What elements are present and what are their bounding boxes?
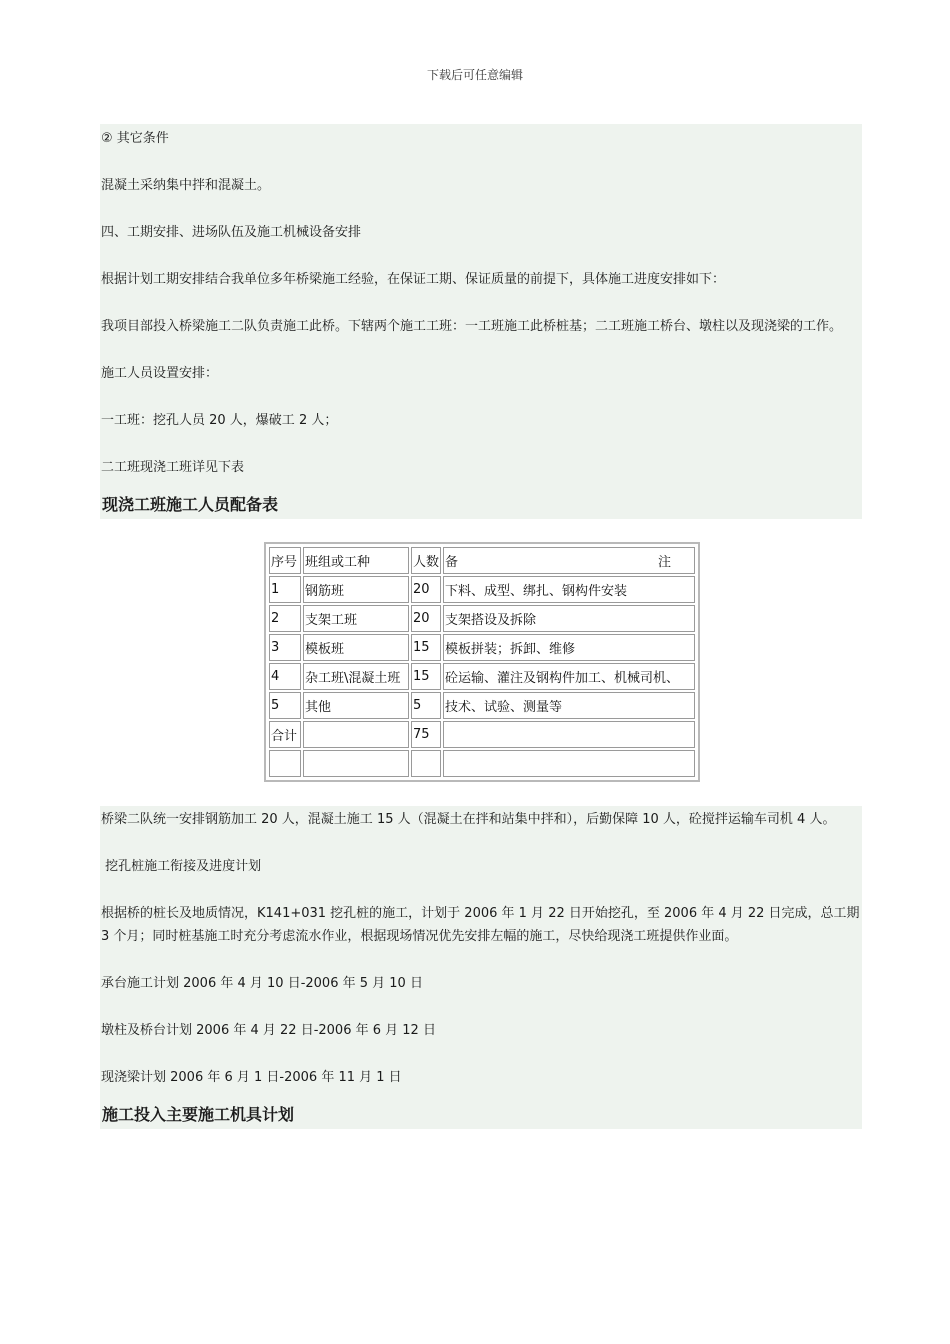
cell-empty — [443, 750, 695, 777]
cell-no: 2 — [269, 605, 301, 632]
paragraph: 桥梁二队统一安排钢筋加工 20 人，混凝土施工 15 人（混凝土在拌和站集中拌和），后勤保障 10 人，砼搅拌运输车司机 4 人。 — [101, 812, 836, 827]
cell-remark: 砼运输、灌注及钢构件加工、机械司机、 — [443, 663, 695, 690]
table-empty-row — [269, 750, 695, 777]
cell-count: 20 — [411, 576, 441, 603]
cell-remark: 技术、试验、测量等 — [443, 692, 695, 719]
table-title: 现浇工班施工人员配备表 — [102, 495, 279, 514]
table-section — [100, 519, 862, 806]
paragraph: 二工班现浇工班详见下表 — [101, 460, 245, 475]
cell-total-label: 合计 — [269, 721, 301, 748]
cell-count: 5 — [411, 692, 441, 719]
cell-empty — [303, 721, 409, 748]
cell-no: 1 — [269, 576, 301, 603]
paragraph: 一工班：挖孔人员 20 人，爆破工 2 人； — [101, 413, 338, 428]
header-team: 班组或工种 — [303, 547, 409, 574]
section-heading: 挖孔桩施工衔接及进度计划 — [101, 859, 262, 874]
paragraph: 墩柱及桥台计划 2006 年 4 月 22 日-2006 年 6 月 12 日 — [101, 1023, 436, 1038]
cell-remark: 模板拼装；拆卸、维修 — [443, 634, 695, 661]
cell-team: 杂工班\混凝土班 — [303, 663, 409, 690]
header-count: 人数 — [411, 547, 441, 574]
cell-remark: 下料、成型、绑扎、钢构件安装 — [443, 576, 695, 603]
paragraph: 混凝土采纳集中拌和混凝土。 — [101, 178, 271, 193]
paragraph: 现浇梁计划 2006 年 6 月 1 日-2006 年 11 月 1 日 — [101, 1070, 402, 1085]
cell-no: 3 — [269, 634, 301, 661]
cell-total-count: 75 — [411, 721, 441, 748]
document-body — [100, 124, 862, 1129]
table-total-row — [269, 721, 695, 748]
header-remark — [443, 547, 695, 574]
cell-no: 4 — [269, 663, 301, 690]
table-row — [269, 605, 695, 632]
cell-team: 模板班 — [303, 634, 409, 661]
paragraph: 承台施工计划 2006 年 4 月 10 日-2006 年 5 月 10 日 — [101, 976, 423, 991]
paragraph: 根据计划工期安排结合我单位多年桥梁施工经验，在保证工期、保证质量的前提下，具体施工进度安排如下： — [101, 272, 726, 287]
cell-team: 钢筋班 — [303, 576, 409, 603]
paragraph: ② 其它条件 — [101, 131, 169, 146]
final-heading: 施工投入主要施工机具计划 — [102, 1105, 295, 1124]
cell-empty — [443, 721, 695, 748]
staff-table-frame — [264, 542, 700, 782]
paragraph: 根据桥的桩长及地质情况，K141+031 挖孔桩的施工，计划于 2006 年 1 月 22 日开始挖孔，至 2006 年 4 月 22 日完成，总工期 3 个月；同时桩基施工时充分考虑流水作业，根据现场情况优先安排左幅的施工，尽快给现浇工班提供作业面。 — [101, 906, 860, 944]
header-remark-b: 注 — [657, 555, 671, 570]
staff-table — [267, 545, 697, 779]
cell-count: 15 — [411, 634, 441, 661]
cell-count: 20 — [411, 605, 441, 632]
header-no: 序号 — [269, 547, 301, 574]
cell-remark: 支架搭设及拆除 — [443, 605, 695, 632]
table-row — [269, 663, 695, 690]
table-header-row — [269, 547, 695, 574]
cell-team: 其他 — [303, 692, 409, 719]
table-row — [269, 576, 695, 603]
cell-empty — [411, 750, 441, 777]
paragraph: 施工人员设置安排： — [101, 366, 219, 381]
table-row — [269, 634, 695, 661]
paragraph: 我项目部投入桥梁施工二队负责施工此桥。下辖两个施工工班：一工班施工此桥桩基；二工班施工桥台、墩柱以及现浇梁的工作。 — [101, 319, 843, 334]
cell-count: 15 — [411, 663, 441, 690]
cell-no: 5 — [269, 692, 301, 719]
cell-team: 支架工班 — [303, 605, 409, 632]
header-remark-a: 备 — [445, 555, 459, 570]
cell-empty — [303, 750, 409, 777]
cell-empty — [269, 750, 301, 777]
page-header: 下载后可任意编辑 — [426, 68, 523, 82]
section-heading: 四、工期安排、进场队伍及施工机械设备安排 — [101, 225, 362, 240]
table-row — [269, 692, 695, 719]
